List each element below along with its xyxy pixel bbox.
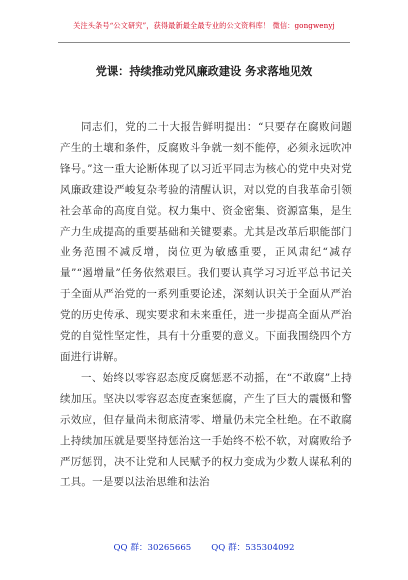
qq-group-label: QQ 群： [113,543,148,553]
body-paragraph: 同志们，党的二十大报告鲜明提出：“只要存在腐败问题产生的土壤和条件，反腐败斗争就一刻不能停，必须永远吹冲锋号。”这一重大论断体现了以习近平同志为核心的党中央对党风廉政建设严峻复杂考验的清醒认识，对以党的自我革命引领社会革命的高度自觉。权力集中、资金密集、资源富集，是生产力生成提高的重要基础和关键要素。尤其是改革后职能部门业务范围不减反增，岗位更为敏感重要，正风肃纪“减存量”“遏增量”任务依然艰巨。我们要认真学习习近平总书记关于全面从严治党的一系列重要论述，深刻认识关于全面从严治党的历史传承、现实要求和未来重任，进一步提高全面从严治党的自觉性坚定性，具有十分重要的意义。下面我围绕四个方面进行讲解。 [60,121,352,363]
footer-contact [0,541,408,553]
qq-group-label: QQ 群： [211,543,246,553]
promo-header: 关注头条号“公文研究”，获得最新最全最专业的公文资料库！ 微信：gongwenyj [73,21,335,30]
qq-group-number: 30265665 [147,543,192,553]
header-divider [58,42,350,43]
qq-group-number: 535304092 [245,543,295,553]
document-title: 党课：持续推动党风廉政建设 务求落地见效 [95,64,313,78]
body-paragraph: 一、始终以零容忍态度反腐惩恶不动摇，在“不敢腐”上持续加压。坚决以零容忍态度查案惩腐，产生了巨大的震慑和警示效应，但存量尚未彻底清零、增量仍未完全杜绝。在不敢腐上持续加压就是要坚持惩治这一手始终不松不软，对腐败给予严厉惩罚，决不让党和人民赋予的权力变成为少数人谋私利的工具。一是要以法治思维和法治 [60,371,352,489]
document-body [60,117,352,493]
